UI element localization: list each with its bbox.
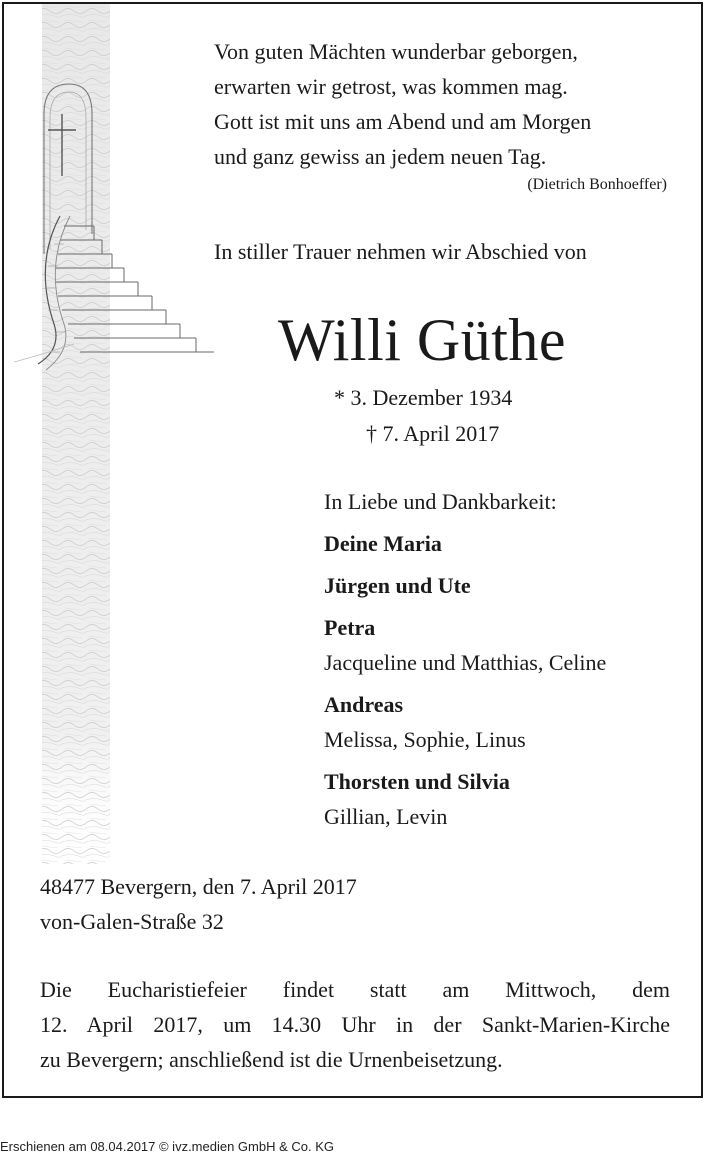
stairway-illustration [14,4,234,864]
service-line-1: Die Eucharistiefeier findet statt am Mittwoch, dem [40,977,670,1002]
poem-line-3: Gott ist mit uns am Abend und am Morgen [214,109,592,134]
farewell-intro: In stiller Trauer nehmen wir Abschied von [214,239,587,264]
mourner-group-members: Melissa, Sophie, Linus [324,727,526,752]
poem-line-1: Von guten Mächten wunderbar geborgen, [214,39,578,64]
mourner-group-members: Gillian, Levin [324,804,448,829]
mourner-group-name: Thorsten und Silvia [324,769,510,794]
place-and-date: 48477 Bevergern, den 7. April 2017 [40,874,357,899]
mourner-group-name: Jürgen und Ute [324,573,471,598]
poem-author: (Dietrich Bonhoeffer) [527,176,667,193]
obituary-notice [2,2,703,1098]
deceased-name: Willi Güthe [278,307,567,373]
mourner-group-name: Deine Maria [324,531,442,556]
poem [214,34,591,174]
poem-line-4: und ganz gewiss an jedem neuen Tag. [214,144,547,169]
birth-date: * 3. Dezember 1934 [334,385,513,410]
death-date: † 7. April 2017 [366,421,500,446]
mourner-group-name: Andreas [324,692,404,717]
mourners-heading: In Liebe und Dankbarkeit: [324,489,557,514]
mourners-list [324,484,606,834]
mourner-group-members: Jacqueline und Matthias, Celine [324,650,607,675]
service-line-3: zu Bevergern; anschließend ist die Urnenbeisetzung. [40,1047,503,1072]
publication-footer: Erschienen am 08.04.2017 © ivz.medien GmbH & Co. KG [0,1139,335,1154]
poem-line-2: erwarten wir getrost, was kommen mag. [214,74,568,99]
service-line-2: 12. April 2017, um 14.30 Uhr in der Sankt-Marien-Kirche [40,1012,670,1037]
mourner-group-name: Petra [324,615,376,640]
service-announcement [40,972,670,1077]
street-address: von-Galen-Straße 32 [40,909,224,934]
